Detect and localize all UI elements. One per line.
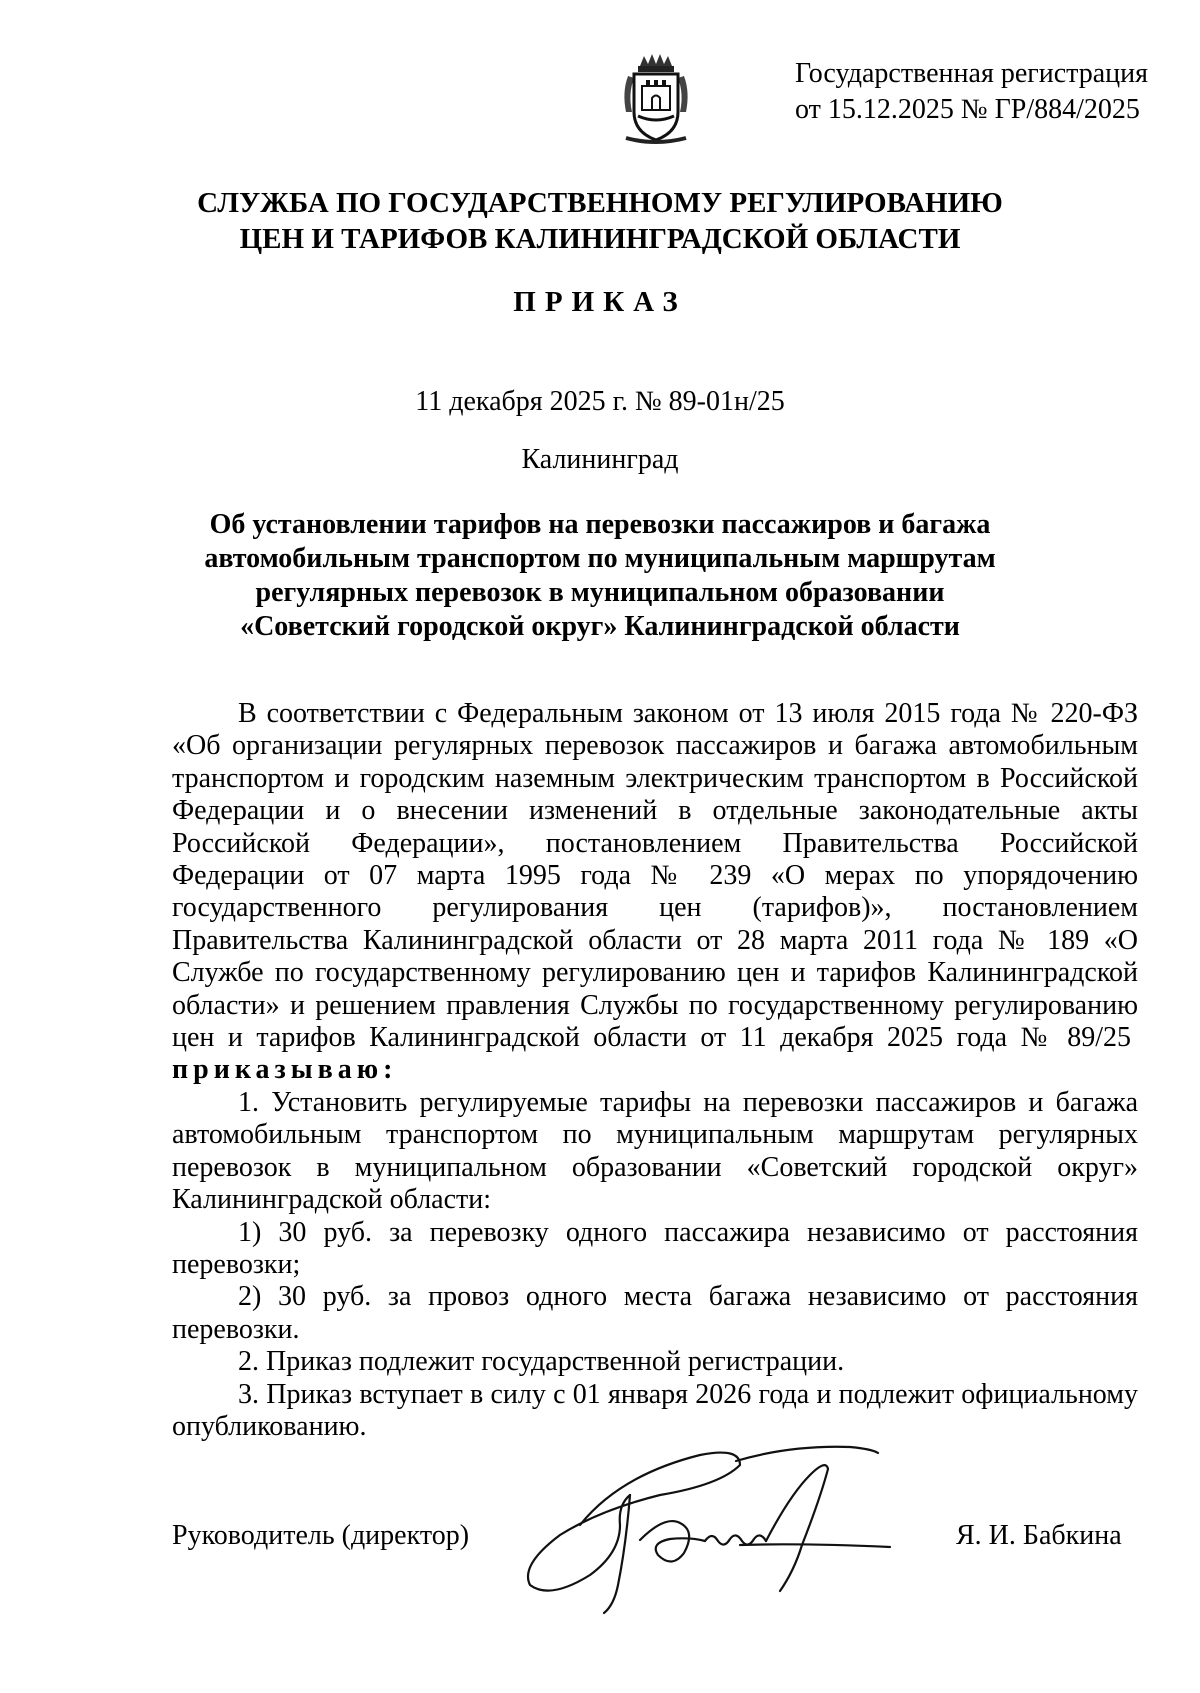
order-city: Калининград xyxy=(521,444,679,475)
agency-name-line-1: СЛУЖБА ПО ГОСУДАРСТВЕННОМУ РЕГУЛИРОВАНИЮ xyxy=(197,187,1003,219)
agency-name xyxy=(0,185,1200,257)
order-date-number: 11 декабря 2025 г. № 89-01н/25 xyxy=(415,386,785,417)
item-3: 3. Приказ вступает в силу с 01 января 2026 года и подлежит официальному опубликованию. xyxy=(172,1378,1138,1442)
signatory-name: Я. И. Бабкина xyxy=(956,1520,1122,1551)
agency-name-line-2: ЦЕН И ТАРИФОВ КАЛИНИНГРАДСКОЙ ОБЛАСТИ xyxy=(239,223,961,255)
order-word: приказываю: xyxy=(172,1054,398,1086)
order-subject xyxy=(0,508,1200,644)
registration-label: Государственная регистрация xyxy=(795,58,1148,89)
item-2: 2. Приказ подлежит государственной регистрации. xyxy=(238,1346,845,1378)
subject-line: регулярных перевозок в муниципальном образовании xyxy=(255,577,945,608)
subject-line: автомобильным транспортом по муниципальным маршрутам xyxy=(204,543,996,574)
coat-of-arms-icon xyxy=(618,52,694,148)
registration-date-number: от 15.12.2025 № ГР/884/2025 xyxy=(795,94,1140,125)
item-1: 1. Установить регулируемые тарифы на перевозки пассажиров и багажа автомобильным транспортом по муниципальным маршрутам регулярных перевозок в муниципальном образовании «Советский городской округ» Калининградской области: xyxy=(172,1086,1138,1216)
item-1-1: 1) 30 руб. за перевозку одного пассажира независимо от расстояния перевозки; xyxy=(172,1216,1138,1280)
signatory-role: Руководитель (директор) xyxy=(172,1520,470,1551)
preamble-paragraph xyxy=(172,698,1138,1087)
signature-icon xyxy=(500,1435,900,1635)
subject-line: «Советский городской округ» Калининградской области xyxy=(240,611,960,642)
preamble-text: В соответствии с Федеральным законом от 13 июля 2015 года № 220-ФЗ «Об организации регулярных перевозок пассажиров и багажа автомобильным транспортом и городским наземным электрическим транспортом в Российской Федерации и о внесении изменений в отдельные законодательные акты Российской Федерации», постановлением Правительства Российской Федерации от 07 марта 1995 года № 239 «О мерах по упорядочению государственного регулирования цен (тарифов)», постановлением Правительства Калининградской области от 28 марта 2011 года № 189 «О Службе по государственному регулированию цен и тарифов Калининградской области» и решением правления Службы по государственному регулированию цен и тарифов Калининградской области от 11 декабря 2025 года № 89/25 xyxy=(172,698,1138,1054)
item-1-2: 2) 30 руб. за провоз одного места багажа независимо от расстояния перевозки. xyxy=(172,1281,1138,1345)
registration-stamp xyxy=(795,56,1148,128)
subject-line: Об установлении тарифов на перевозки пассажиров и багажа xyxy=(209,509,991,540)
order-body xyxy=(172,698,1138,1443)
document-title: ПРИКАЗ xyxy=(513,286,687,318)
